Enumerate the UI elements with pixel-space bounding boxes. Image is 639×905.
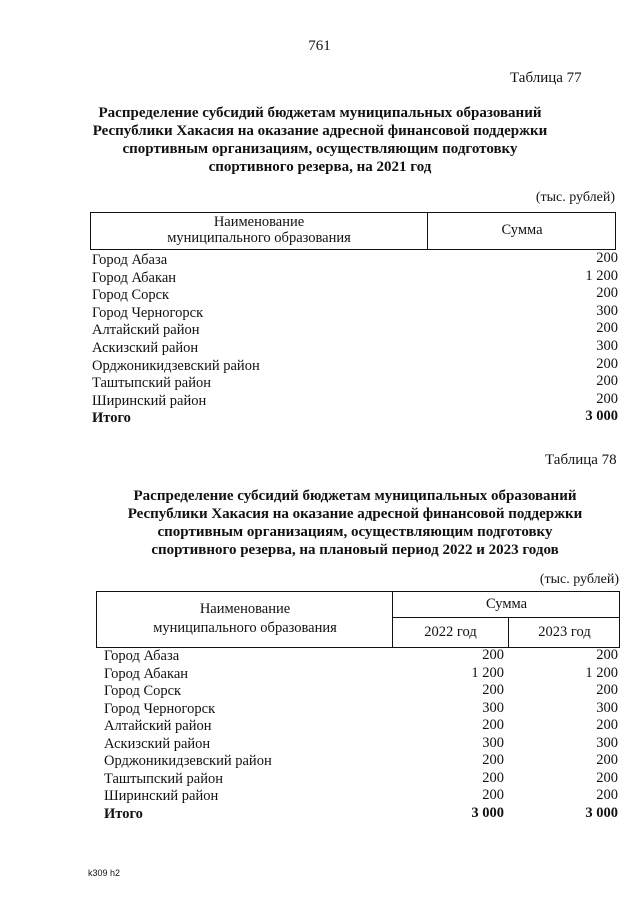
table-row-name: Орджоникидзевский район [92, 357, 260, 374]
table-78-title [90, 487, 620, 559]
title-line: Распределение субсидий бюджетам муниципальных образований [133, 488, 577, 504]
table-total-name: Итого [104, 805, 143, 822]
header-name-line: муниципального образования [153, 620, 337, 636]
table-total-2022: 3 000 [471, 804, 504, 821]
table-row-name: Орджоникидзевский район [104, 753, 272, 769]
table-row-value-2022: 200 [482, 752, 504, 768]
table-row-value-2022: 200 [482, 717, 504, 733]
table-77-title [80, 104, 560, 176]
table-row-value: 1 200 [585, 267, 618, 284]
table-row-value-2023: 300 [596, 734, 618, 751]
table-78-header-subline [392, 617, 620, 618]
title-line: Распределение субсидий бюджетам муниципальных образований [98, 105, 542, 121]
table-77-units: (тыс. рублей) [535, 190, 615, 205]
table-row-name: Ширинский район [92, 392, 207, 409]
table-row-name: Город Черногорск [92, 304, 204, 321]
header-name-line: Наименование [199, 601, 291, 617]
table-row-name: Город Черногорск [104, 700, 216, 717]
table-row-value-2023: 1 200 [585, 664, 618, 681]
table-row-value-2023: 200 [596, 717, 618, 733]
title-line: спортивного резерва, на плановый период 2022 и 2023 годов [151, 542, 559, 558]
table-total-2023: 3 000 [585, 804, 618, 821]
footer-code: k309 h2 [88, 868, 121, 878]
title-line: Республики Хакасия на оказание адресной финансовой поддержки [92, 123, 548, 139]
table-row-value-2023: 200 [596, 752, 618, 768]
table-row-value: 200 [596, 373, 618, 390]
title-line: спортивным организациям, осуществляющим подготовку [157, 524, 553, 540]
table-row-name: Город Абакан [92, 269, 177, 286]
table-row-value-2022: 300 [482, 699, 504, 716]
table-row-value: 200 [596, 285, 618, 302]
table-row-value-2022: 300 [482, 734, 504, 751]
page-number: 761 [308, 38, 331, 54]
table-row-name: Аскизский район [104, 735, 211, 752]
table-row-name: Алтайский район [92, 322, 200, 339]
table-row-value: 200 [596, 320, 618, 337]
table-row-value-2023: 300 [596, 699, 618, 716]
table-78-header-name [98, 600, 392, 638]
table-row-name: Таштыпский район [104, 770, 224, 787]
table-row-value-2022: 200 [482, 647, 504, 663]
table-row-name: Город Сорск [104, 683, 182, 699]
table-row-value-2022: 200 [482, 787, 504, 803]
table-row-value: 200 [596, 250, 618, 266]
table-row-value-2023: 200 [596, 647, 618, 663]
table-row-value: 200 [596, 390, 618, 407]
table-77-header-sum: Сумма [501, 222, 543, 238]
table-78-units: (тыс. рублей) [539, 572, 619, 587]
table-row-value-2022: 200 [482, 682, 504, 698]
table-row-name: Город Сорск [92, 287, 170, 304]
table-78-header-2022: 2022 год [424, 624, 477, 640]
table-row-value-2022: 200 [482, 769, 504, 786]
table-row-value-2023: 200 [596, 787, 618, 803]
table-row-value: 300 [596, 338, 618, 354]
header-name-line: муниципального образования [167, 230, 351, 246]
table-row-name: Ширинский район [104, 788, 219, 804]
table-78-header-2023: 2023 год [538, 624, 591, 640]
table-row-name: Таштыпский район [92, 375, 212, 392]
table-total-name: Итого [92, 410, 131, 427]
table-total-value: 3 000 [585, 408, 618, 425]
table-row-value-2022: 1 200 [471, 664, 504, 681]
table-row-name: Алтайский район [104, 718, 212, 734]
title-line: спортивным организациям, осуществляющим подготовку [122, 141, 518, 157]
table-row-value-2023: 200 [596, 769, 618, 786]
table-row-value: 300 [596, 302, 618, 319]
table-row-name: Аскизский район [92, 340, 199, 356]
title-line: Республики Хакасия на оказание адресной финансовой поддержки [127, 506, 583, 522]
table-77-header-name [92, 214, 426, 246]
table-row-value-2023: 200 [596, 682, 618, 698]
table-row-name: Город Абакан [104, 665, 189, 682]
title-line: спортивного резерва, на 2021 год [208, 159, 432, 175]
table-77-label: Таблица 77 [510, 70, 582, 86]
table-row-value: 200 [596, 355, 618, 372]
table-78-header-sum: Сумма [485, 596, 528, 612]
header-name-line: Наименование [213, 214, 305, 230]
table-row-name: Город Абаза [104, 648, 180, 664]
table-row-name: Город Абаза [92, 252, 168, 268]
table-78-label: Таблица 78 [545, 452, 617, 468]
